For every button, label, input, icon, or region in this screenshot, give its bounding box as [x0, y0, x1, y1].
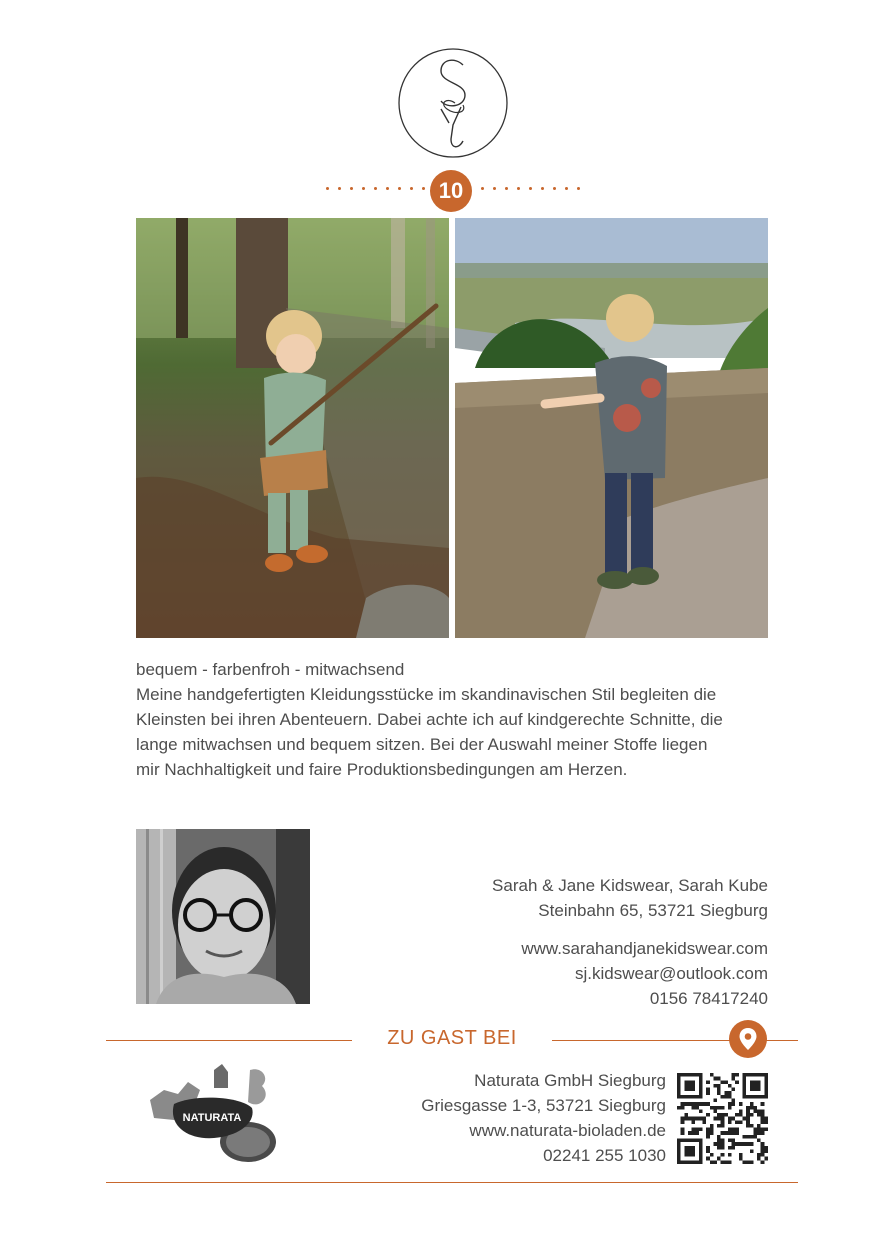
- host-address: Griesgasse 1-3, 53721 Siegburg: [421, 1096, 666, 1115]
- description: [136, 657, 776, 782]
- host-phone: 02241 255 1030: [543, 1146, 666, 1165]
- photo-child-wall: [455, 218, 768, 638]
- description-line: Meine handgefertigten Kleidungsstücke im skandinavischen Stil begleiten die: [136, 685, 717, 704]
- portrait-photo: [136, 829, 310, 1004]
- dotted-divider-right: [481, 187, 579, 191]
- host-name: Naturata GmbH Siegburg: [474, 1071, 666, 1090]
- photo-child-forest: [136, 218, 449, 638]
- contact-name: Sarah & Jane Kidswear, Sarah Kube: [492, 876, 768, 895]
- contact-email[interactable]: sj.kidswear@outlook.com: [575, 964, 768, 983]
- host-logo-text: NATURATA: [182, 1112, 242, 1124]
- guest-heading: ZU GAST BEI: [387, 1027, 517, 1049]
- host-logo: [144, 1060, 280, 1166]
- divider-line-left: [106, 1040, 352, 1041]
- description-line: Kleinsten bei ihren Abenteuern. Dabei achte ich auf kindgerechte Schnitte, die: [136, 710, 723, 729]
- description-line: mir Nachhaltigkeit und faire Produktionsbedingungen am Herzen.: [136, 760, 628, 779]
- contact-block: [492, 873, 768, 1011]
- number-badge: 10: [430, 170, 472, 212]
- contact-phone: 0156 78417240: [649, 989, 768, 1008]
- tagline: bequem - farbenfroh - mitwachsend: [136, 660, 405, 679]
- contact-address: Steinbahn 65, 53721 Siegburg: [538, 901, 768, 920]
- divider-line-bottom: [106, 1182, 798, 1183]
- location-pin-icon: [729, 1020, 767, 1058]
- host-block: [421, 1068, 666, 1168]
- qr-code[interactable]: [677, 1073, 768, 1164]
- host-website[interactable]: www.naturata-bioladen.de: [469, 1121, 666, 1140]
- description-line: lange mitwachsen und bequem sitzen. Bei der Auswahl meiner Stoffe liegen: [136, 735, 708, 754]
- brand-logo: [397, 47, 509, 159]
- contact-website[interactable]: www.sarahandjanekidswear.com: [521, 939, 768, 958]
- dotted-divider-left: [326, 187, 424, 191]
